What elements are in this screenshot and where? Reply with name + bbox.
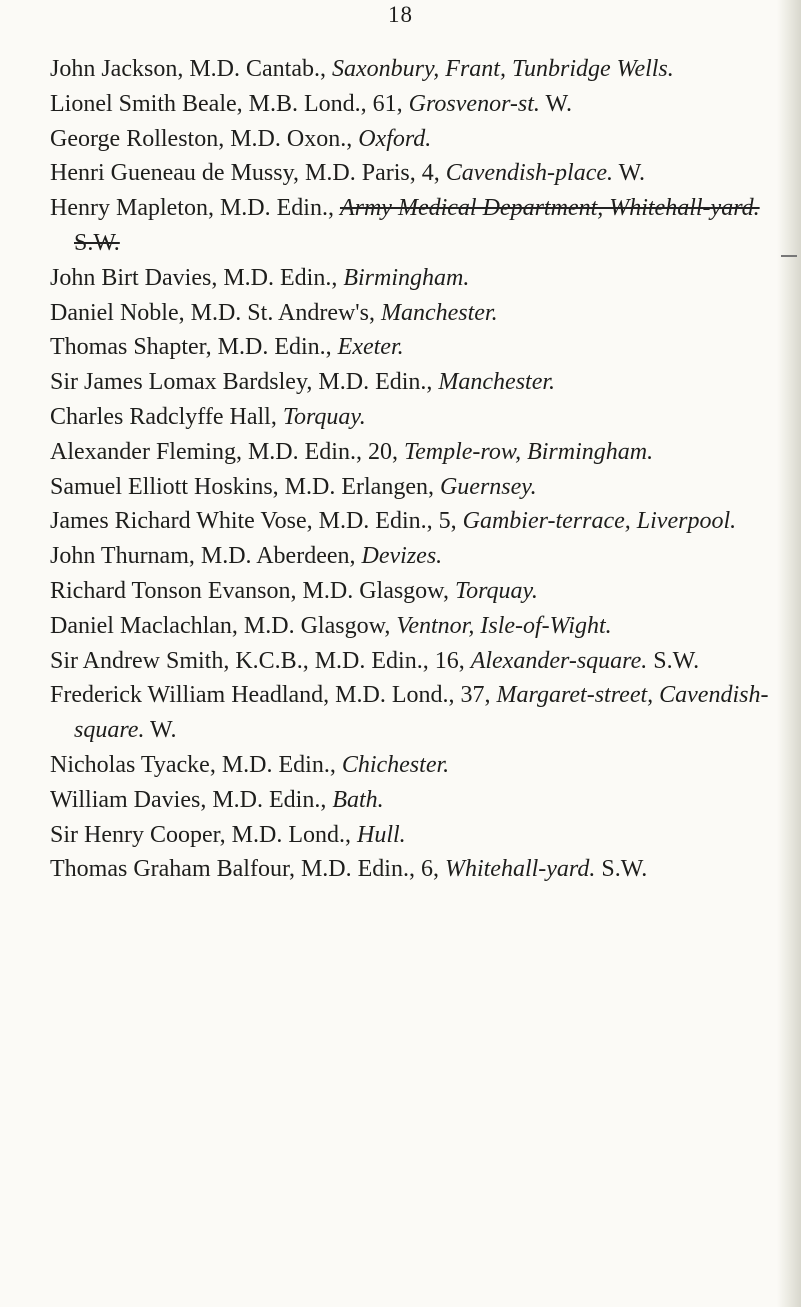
entry-place: Margaret-street, Cavendish-square. [74, 682, 769, 744]
entry-name: James Richard White Vose, M.D. Edin., 5, [50, 508, 463, 535]
list-item [50, 818, 780, 853]
entry-place: Torquay. [454, 577, 538, 604]
entry-name: William Davies, M.D. Edin., [50, 786, 333, 813]
entry-suffix: W. [144, 717, 177, 744]
entry-name: Sir James Lomax Bardsley, M.D. Edin., [50, 369, 439, 396]
entry-name: Daniel Maclachlan, M.D. Glasgow, [50, 612, 397, 639]
entry-name: Samuel Elliott Hoskins, M.D. Erlangen, [50, 473, 440, 500]
entry-place: Ventnor, Isle-of-Wight. [396, 612, 612, 639]
entry-place: Army Medical Department, Whitehall-yard. [339, 195, 760, 222]
entry-suffix: S.W. [74, 229, 120, 256]
entry-suffix: W. [613, 160, 646, 187]
list-item [50, 852, 780, 887]
list-item [50, 644, 780, 679]
entry-place: Birmingham. [343, 264, 470, 291]
entry-place: Bath. [332, 786, 384, 813]
entry-place: Torquay. [282, 403, 366, 430]
list-item [50, 609, 780, 644]
list-item [50, 574, 780, 609]
list-item [50, 539, 780, 574]
list-item [50, 156, 780, 191]
entry-place: Chichester. [341, 751, 450, 778]
page-number: 18 [388, 2, 413, 27]
entry-name: Alexander Fleming, M.D. Edin., 20, [50, 438, 404, 465]
entry-name: Nicholas Tyacke, M.D. Edin., [50, 751, 342, 778]
entry-place: Grosvenor-st. [408, 90, 540, 117]
entry-place: Temple-row, Birmingham. [403, 438, 654, 465]
entry-name: Charles Radclyffe Hall, [50, 403, 283, 430]
entry-name: Thomas Shapter, M.D. Edin., [50, 334, 338, 361]
entry-name: Sir Henry Cooper, M.D. Lond., [50, 821, 358, 848]
entry-name: John Jackson, M.D. Cantab., [50, 56, 332, 82]
list-item [50, 296, 780, 331]
entry-place: Guernsey. [439, 473, 537, 500]
list-item [50, 504, 780, 539]
list-item [50, 678, 780, 748]
entry-suffix: W. [539, 90, 572, 117]
entry-name: Henri Gueneau de Mussy, M.D. Paris, 4, [50, 160, 446, 187]
entry-name: Richard Tonson Evanson, M.D. Glasgow, [50, 577, 455, 604]
list-item [50, 87, 780, 122]
page-edge-shadow [777, 0, 801, 1307]
list-item [50, 748, 780, 783]
entry-name: Daniel Noble, M.D. St. Andrew's, [50, 299, 381, 326]
list-item [50, 52, 780, 87]
entry-place: Hull. [357, 821, 406, 848]
entry-name: George Rolleston, M.D. Oxon., [50, 125, 359, 152]
list-item [50, 261, 780, 296]
entry-suffix: S.W. [595, 856, 648, 883]
member-list [50, 52, 780, 887]
entry-place: Whitehall-yard. [444, 856, 596, 883]
list-item [50, 330, 780, 365]
entry-place: Manchester. [438, 369, 556, 396]
entry-place: Saxonbury, Frant, Tunbridge Wells. [331, 56, 674, 82]
list-item [50, 365, 780, 400]
entry-name: John Birt Davies, M.D. Edin., [50, 264, 344, 291]
entry-name: Frederick William Headland, M.D. Lond., 37, [50, 682, 497, 709]
entry-name: John Thurnam, M.D. Aberdeen, [50, 543, 362, 570]
list-item [50, 435, 780, 470]
entry-place: Exeter. [337, 334, 404, 361]
list-item [50, 400, 780, 435]
entry-place: Gambier-terrace, Liverpool. [462, 508, 737, 535]
entry-name: Henry Mapleton, M.D. Edin., [50, 195, 340, 222]
list-item [50, 783, 780, 818]
entry-place: Manchester. [380, 299, 498, 326]
entry-place: Oxford. [358, 125, 432, 152]
entry-name: Thomas Graham Balfour, M.D. Edin., 6, [50, 856, 445, 883]
entry-suffix: S.W. [647, 647, 700, 674]
entry-place: Alexander-square. [470, 647, 648, 674]
margin-mark [781, 255, 797, 257]
list-item-struck [50, 191, 780, 261]
entry-place: Devizes. [361, 543, 443, 570]
entry-name: Sir Andrew Smith, K.C.B., M.D. Edin., 16, [50, 647, 471, 674]
entry-name: Lionel Smith Beale, M.B. Lond., 61, [50, 90, 409, 117]
entry-place: Cavendish-place. [445, 160, 614, 187]
list-item [50, 122, 780, 157]
list-item [50, 470, 780, 505]
